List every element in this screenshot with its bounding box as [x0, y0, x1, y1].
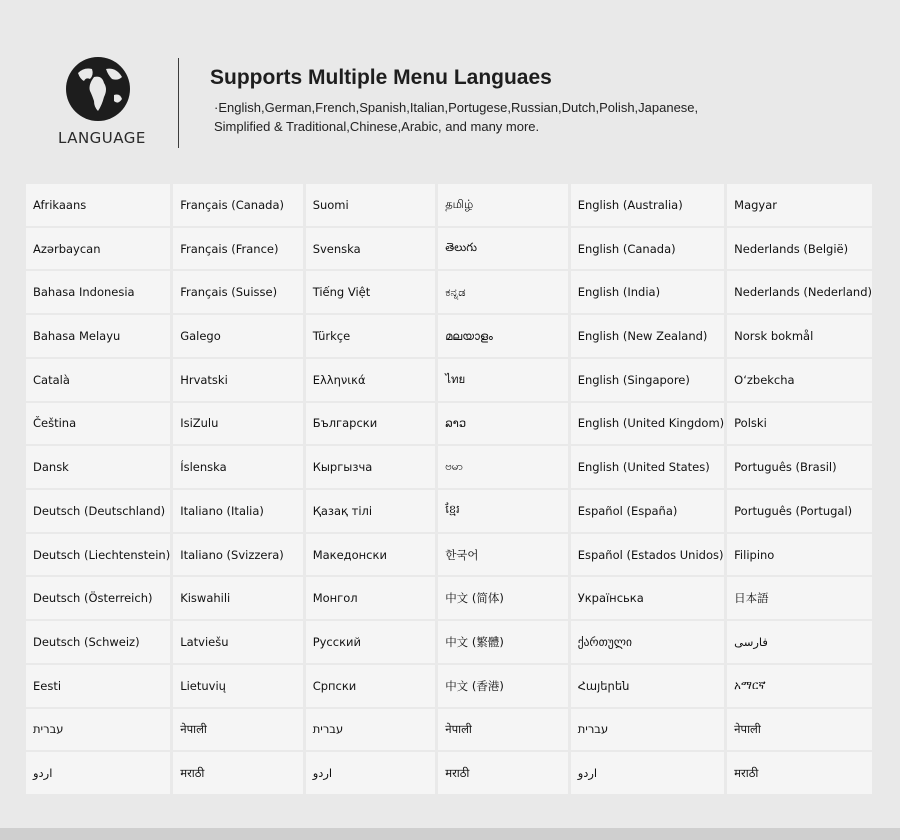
language-item: Deutsch (Liechtenstein) — [26, 534, 170, 576]
language-item: עברית — [571, 709, 724, 751]
language-item: Galego — [173, 315, 303, 357]
language-item: नेपाली — [173, 709, 303, 751]
language-item: Türkçe — [306, 315, 436, 357]
language-item: Filipino — [727, 534, 872, 576]
language-column — [26, 184, 170, 794]
language-item: Српски — [306, 665, 436, 707]
language-item: తెలుగు — [438, 228, 568, 270]
language-badge — [58, 55, 146, 147]
language-item: Eesti — [26, 665, 170, 707]
language-item: IsiZulu — [173, 403, 303, 445]
language-item: Tiếng Việt — [306, 271, 436, 313]
language-item: Français (Canada) — [173, 184, 303, 226]
language-item: עברית — [306, 709, 436, 751]
language-item: Nederlands (Nederland) — [727, 271, 872, 313]
language-item: Dansk — [26, 446, 170, 488]
language-item: 한국어 — [438, 534, 568, 576]
language-item: Français (France) — [173, 228, 303, 270]
language-item: Deutsch (Deutschland) — [26, 490, 170, 532]
language-item: Norsk bokmål — [727, 315, 872, 357]
language-item: Latviešu — [173, 621, 303, 663]
language-item: Українська — [571, 577, 724, 619]
language-column — [173, 184, 303, 794]
language-item: English (United States) — [571, 446, 724, 488]
language-item: Italiano (Svizzera) — [173, 534, 303, 576]
language-item: Català — [26, 359, 170, 401]
language-item: Deutsch (Österreich) — [26, 577, 170, 619]
language-item: فارسی — [727, 621, 872, 663]
description-line-1: ·English,German,French,Spanish,Italian,Portugese,Russian,Dutch,Polish,Japanese, — [214, 100, 699, 115]
language-item: Español (Estados Unidos) — [571, 534, 724, 576]
language-item: Português (Portugal) — [727, 490, 872, 532]
language-item: اردو — [306, 752, 436, 794]
header — [0, 0, 900, 180]
language-item: Português (Brasil) — [727, 446, 872, 488]
language-item: தமிழ் — [438, 184, 568, 226]
language-column — [727, 184, 872, 794]
language-item: Čeština — [26, 403, 170, 445]
language-item: Ελληνικά — [306, 359, 436, 401]
bottom-bar — [0, 828, 900, 840]
divider — [178, 58, 179, 148]
language-item: Magyar — [727, 184, 872, 226]
language-item: English (Australia) — [571, 184, 724, 226]
language-item: اردو — [26, 752, 170, 794]
language-item: Español (España) — [571, 490, 724, 532]
language-item: Հայերեն — [571, 665, 724, 707]
language-item: മലയാളം — [438, 315, 568, 357]
language-item: Монгол — [306, 577, 436, 619]
language-item: Македонски — [306, 534, 436, 576]
language-item: Azərbaycan — [26, 228, 170, 270]
language-item: English (United Kingdom) — [571, 403, 724, 445]
globe-icon — [64, 55, 132, 123]
language-item: 中文 (香港) — [438, 665, 568, 707]
language-item: Bahasa Melayu — [26, 315, 170, 357]
page-title: Supports Multiple Menu Languaes — [210, 66, 552, 89]
language-item: ಕನ್ನಡ — [438, 271, 568, 313]
language-item: मराठी — [438, 752, 568, 794]
language-item: اردو — [571, 752, 724, 794]
language-item: 中文 (繁體) — [438, 621, 568, 663]
language-item: 中文 (简体) — [438, 577, 568, 619]
language-item: Italiano (Italia) — [173, 490, 303, 532]
language-item: Қазақ тілі — [306, 490, 436, 532]
language-item: ລາວ — [438, 403, 568, 445]
language-item: Русский — [306, 621, 436, 663]
language-item: O‘zbekcha — [727, 359, 872, 401]
language-item: English (India) — [571, 271, 724, 313]
language-item: አማርኛ — [727, 665, 872, 707]
language-item: मराठी — [173, 752, 303, 794]
language-caption: LANGUAGE — [58, 129, 146, 147]
language-item: English (New Zealand) — [571, 315, 724, 357]
language-grid — [26, 184, 872, 794]
language-item: नेपाली — [438, 709, 568, 751]
language-column — [306, 184, 436, 794]
language-item: ไทย — [438, 359, 568, 401]
language-item: Nederlands (België) — [727, 228, 872, 270]
language-item: Kiswahili — [173, 577, 303, 619]
language-item: Български — [306, 403, 436, 445]
language-item: ဗမာ — [438, 446, 568, 488]
description-line-2: Simplified & Traditional,Chinese,Arabic, and many more. — [214, 119, 540, 134]
language-item: Svenska — [306, 228, 436, 270]
language-item: Кыргызча — [306, 446, 436, 488]
language-item: Íslenska — [173, 446, 303, 488]
language-item: Français (Suisse) — [173, 271, 303, 313]
language-column — [571, 184, 724, 794]
language-item: English (Singapore) — [571, 359, 724, 401]
language-item: English (Canada) — [571, 228, 724, 270]
language-item: Polski — [727, 403, 872, 445]
language-column — [438, 184, 568, 794]
language-item: Hrvatski — [173, 359, 303, 401]
language-item: Afrikaans — [26, 184, 170, 226]
language-item: ქართული — [571, 621, 724, 663]
language-item: ខ្មែរ — [438, 490, 568, 532]
language-item: עברית — [26, 709, 170, 751]
language-item: Lietuvių — [173, 665, 303, 707]
language-item: मराठी — [727, 752, 872, 794]
language-item: नेपाली — [727, 709, 872, 751]
language-item: 日本語 — [727, 577, 872, 619]
language-item: Suomi — [306, 184, 436, 226]
description — [210, 98, 770, 136]
language-item: Bahasa Indonesia — [26, 271, 170, 313]
language-item: Deutsch (Schweiz) — [26, 621, 170, 663]
